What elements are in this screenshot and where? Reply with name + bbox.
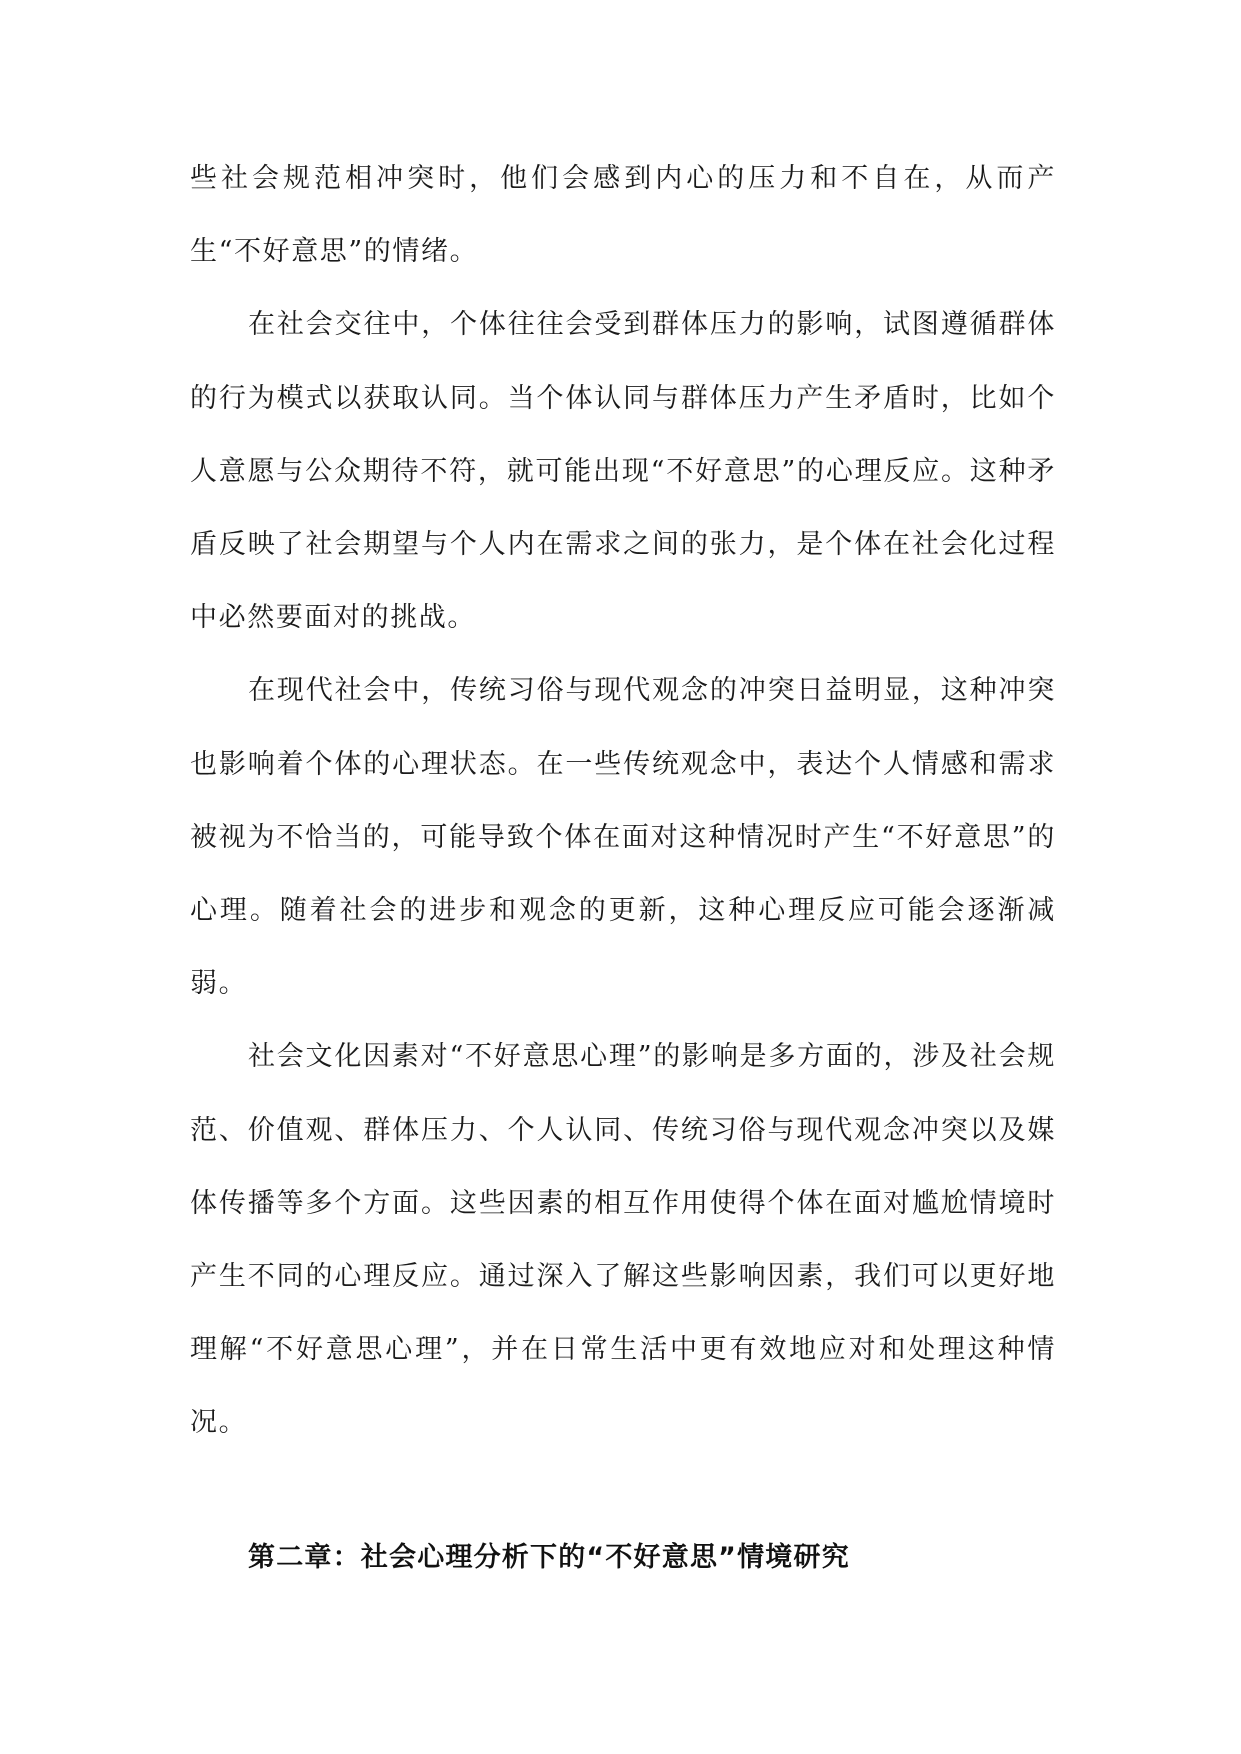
paragraph-continued: 些社会规范相冲突时，他们会感到内心的压力和不自在，从而产生“不好意思”的情绪。 — [190, 163, 1056, 268]
paragraph-summary: 社会文化因素对“不好意思心理”的影响是多方面的，涉及社会规范、价值观、群体压力、个人认同、传统习俗与现代观念冲突以及媒体传播等多个方面。这些因素的相互作用使得个体在面对尴尬情境时产生不同的心理反应。通过深入了解这些影响因素，我们可以更好地理解“不好意思心理”，并在日常生活中更有效地应对和处理这种情况。 — [190, 1041, 1056, 1439]
paragraph-tradition-modernity: 在现代社会中，传统习俗与现代观念的冲突日益明显，这种冲突也影响着个体的心理状态。在一些传统观念中，表达个人情感和需求被视为不恰当的，可能导致个体在面对这种情况时产生“不好意思”的心理。随着社会的进步和观念的更新，这种心理反应可能会逐渐减弱。 — [190, 675, 1056, 1000]
body-text — [190, 142, 1056, 1460]
chapter-heading: 第二章：社会心理分析下的“不好意思”情境研究 — [248, 1542, 850, 1573]
paragraph-group-pressure: 在社会交往中，个体往往会受到群体压力的影响，试图遵循群体的行为模式以获取认同。当个体认同与群体压力产生矛盾时，比如个人意愿与公众期待不符，就可能出现“不好意思”的心理反应。这种矛盾反映了社会期望与个人内在需求之间的张力，是个体在社会化过程中必然要面对的挑战。 — [190, 309, 1056, 634]
